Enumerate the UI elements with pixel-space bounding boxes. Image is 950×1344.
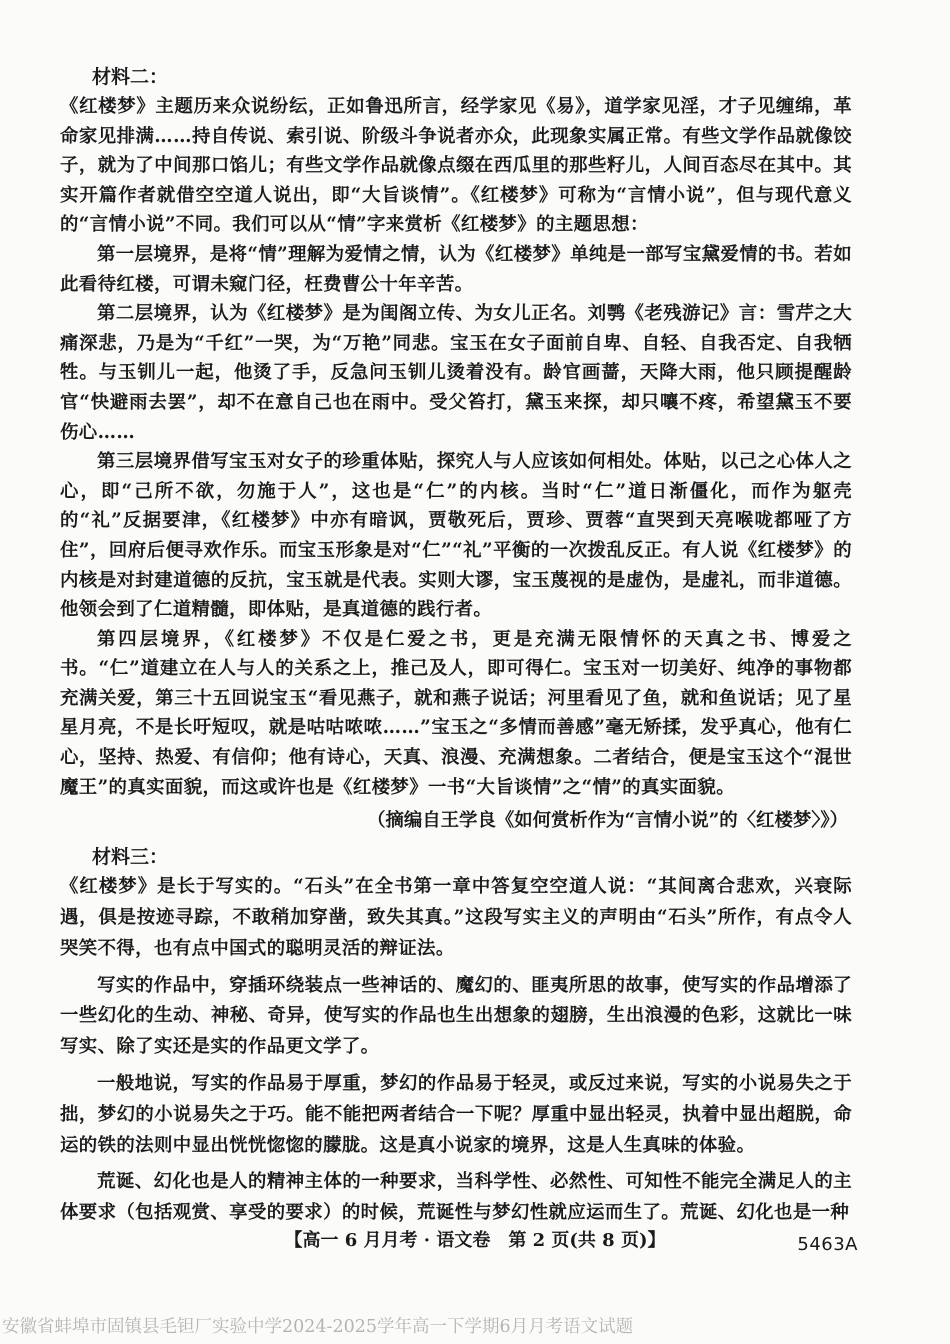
material-two-heading: 材料二：	[92, 66, 169, 88]
material-three-paragraph-3: 一般地说，写实的作品易于厚重，梦幻的作品易于轻灵，或反过来说，写实的小说易失之于拙，梦幻的小说易失之于巧。能不能把两者结合一下呢？厚重中显出轻灵，执着中显出超脱，命运的铁的法则中显出恍恍惚惚的朦胧。这是真小说家的境界，这是人生真味的体验。	[60, 1073, 852, 1156]
footer-page-label: 【高一 6 月月考 · 语文卷 第 2 页(共 8 页)】	[284, 1230, 666, 1251]
material-two-paragraph-intro: 《红楼梦》主题历来众说纷纭，正如鲁迅所言，经学家见《易》，道学家见淫，才子见缠绵，革命家见排满……持自传说、索引说、阶级斗争说者亦众，此现象实属正常。有些文学作品就像饺子，就为了中间那口馅儿；有些文学作品就像点缀在西瓜里的那些籽儿，人间百态尽在其中。其实开篇作者就借空空道人说出，即“大旨谈情”。《红楼梦》可称为“言情小说”，但与现代意义的“言情小说”不同。我们可以从“情”字来赏析《红楼梦》的主题思想：	[60, 96, 852, 236]
material-two-source-citation: （摘编自王学良《如何赏析作为“言情小说”的〈红楼梦〉》）	[367, 810, 848, 832]
footer-exam-code: 5463A	[797, 1234, 858, 1255]
material-three-paragraph-2: 写实的作品中，穿插环绕装点一些神话的、魔幻的、匪夷所思的故事，使写实的作品增添了一些幻化的生动、神秘、奇异，使写实的作品也生出想象的翅膀，生出浪漫的色彩，这就比一味写实、除了实还是实的作品更文学了。	[60, 974, 852, 1058]
material-three-paragraph-4: 荒诞、幻化也是人的精神主体的一种要求，当科学性、必然性、可知性不能完全满足人的主体要求（包括观赏、享受的要求）的时候，荒诞性与梦幻性就应运而生了。荒诞、幻化也是一种	[60, 1171, 852, 1224]
material-two-paragraph-level-three: 第三层境界借写宝玉对女子的珍重体贴，探究人与人应该如何相处。体贴，以己之心体人之心，即“己所不欲，勿施于人”，这也是“仁”的内核。当时“仁”道日渐僵化，而作为躯壳的“礼”反据要津，《红楼梦》中亦有暗讽，贾敬死后，贾珍、贾蓉“直哭到天亮喉咙都哑了方住”，回府后便寻欢作乐。而宝玉形象是对“仁”“礼”平衡的一次拨乱反正。有人说《红楼梦》的内核是对封建道德的反抗，宝玉就是代表。实则大谬，宝玉蔑视的是虚伪，是虚礼，而非道德。他领会到了仁道精髓，即体贴，是真道德的践行者。	[60, 451, 852, 621]
material-two-section	[60, 62, 852, 836]
material-two-paragraph-level-two: 第二层境界，认为《红楼梦》是为闺阁立传、为女儿正名。刘鹗《老残游记》言：雪芹之大痛深悲，乃是为“千红”一哭，为“万艳”同悲。宝玉在女子面前自卑、自轻、自我否定、自我牺牲。与玉钏儿一起，他烫了手，反急问玉钏儿烫着没有。龄官画蔷，天降大雨，他只顾提醒龄官“快避雨去罢”，却不在意自己也在雨中。受父笞打，黛玉来探，却只嚷不疼，希望黛玉不要伤心……	[60, 303, 852, 443]
material-three-heading: 材料三：	[92, 846, 169, 869]
material-three-section	[60, 842, 852, 1229]
page-content	[60, 62, 852, 1229]
material-two-paragraph-level-four: 第四层境界，《红楼梦》不仅是仁爱之书，更是充满无限情怀的天真之书、博爱之书。“仁”道建立在人与人的关系之上，推己及人，即可得仁。宝玉对一切美好、纯净的事物都充满关爱，第三十五回说宝玉“看见燕子，就和燕子说话；河里看见了鱼，就和鱼说话；见了星星月亮，不是长吁短叹，就是咕咕哝哝……”宝玉之“多情而善感”毫无矫揉，发乎真心，他有仁心，坚持、热爱、有信仰；他有诗心，天真、浪漫、充满想象。二者结合，便是宝玉这个“混世魔王”的真实面貌，而这或许也是《红楼梦》一书“大旨谈情”之“情”的真实面貌。	[60, 628, 852, 798]
page-footer	[0, 1226, 950, 1256]
material-three-paragraph-1: 《红楼梦》是长于写实的。“石头”在全书第一章中答复空空道人说：“其间离合悲欢，兴衰际遇，俱是按迹寻踪，不敢稍加穿凿，致失其真。”这段写实主义的声明由“石头”所作，有点令人哭笑不得，也有点中国式的聪明灵活的辩证法。	[60, 876, 852, 959]
source-watermark: 安徽省蚌埠市固镇县毛钽厂实验中学2024-2025学年高一下学期6月月考语文试题	[2, 1317, 634, 1337]
material-two-paragraph-level-one: 第一层境界，是将“情”理解为爱情之情，认为《红楼梦》单纯是一部写宝黛爱情的书。若如此看待红楼，可谓未窥门径，枉费曹公十年辛苦。	[60, 243, 852, 295]
